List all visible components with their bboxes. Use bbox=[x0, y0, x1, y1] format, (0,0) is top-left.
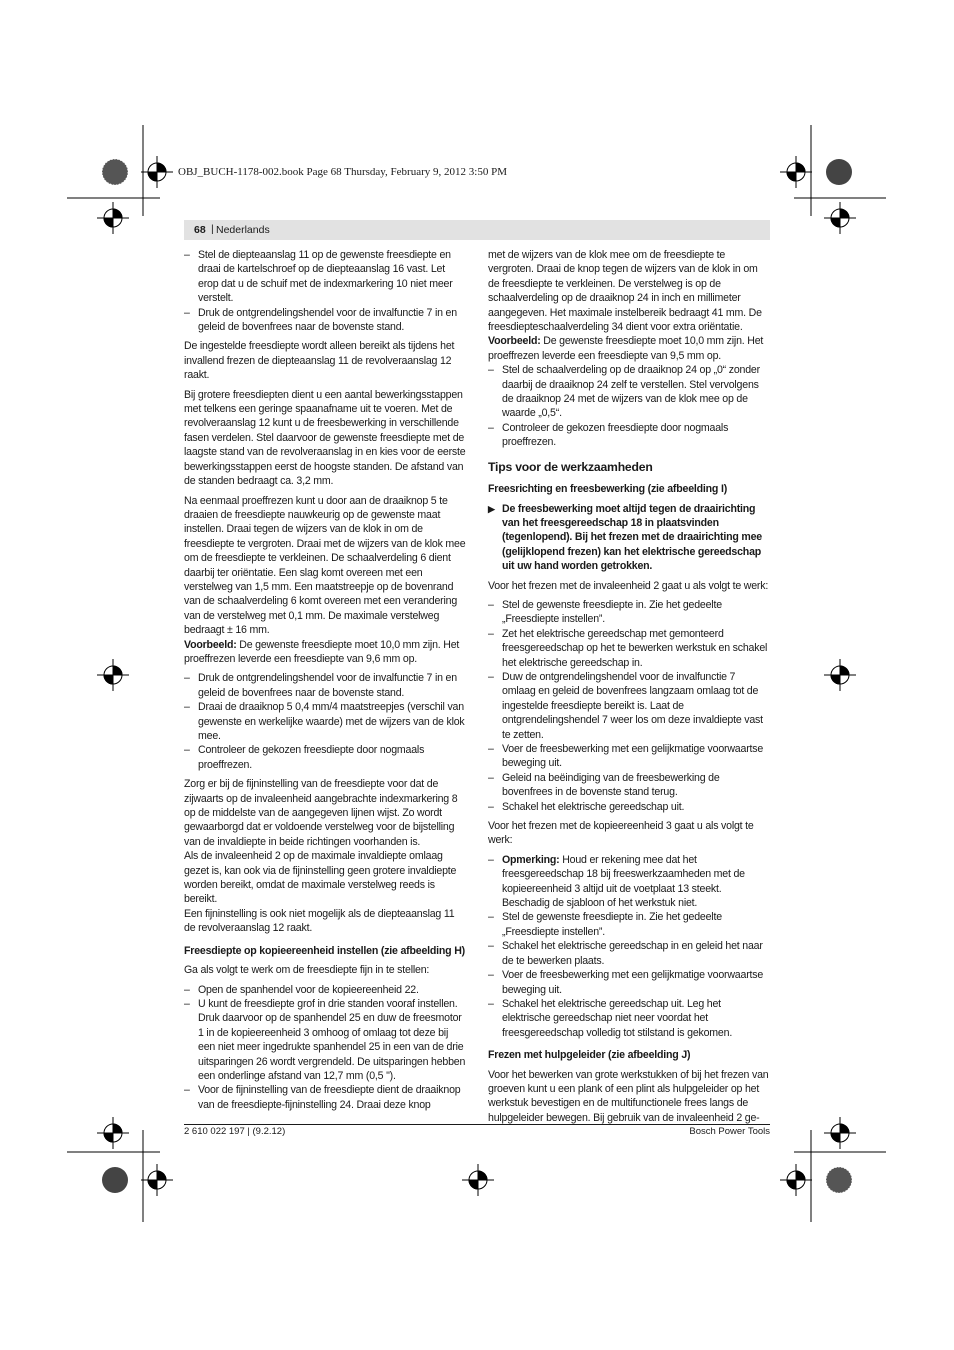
continuation-paragraph: met de wijzers van de klok mee om de freesdiepte te vergroten. Draai de knop tegen de wijzers van de klok in om de freesdiepte te verkleinen. De verstelweg is op de schaalverdeling op de draaiknop 24 in inch en millimeter aangegeven. Het maximale instelbereik bedraagt 41 mm. De freesdiepteschaalverdeling 34 dient voor extra oriëntatie. bbox=[488, 249, 762, 334]
footer-document-number: 2 610 022 197 | (9.2.12) bbox=[184, 1126, 286, 1137]
paragraph: Na eenmaal proeffrezen kunt u door aan de draaiknop 5 te draaien de freesdiepte nauwkeurig op de gewenste maat instellen. Draai tegen de wijzers van de klok in om de freesdiepte te vergroten. Draai met de wijzers van de klok mee om de freesdiepte te verkleinen. De schaalverdeling 6 dient daarbij ter oriëntatie. Een slag komt overeen met een verstelweg van 1,5 mm. Een maatstreepje op de bovenrand van de schaalverdeling 6 komt overeen met een verandering van de verstelweg met 0,1 mm. De maximale verstelweg bedraagt ± 16 mm. bbox=[184, 494, 466, 637]
header-language: Nederlands bbox=[216, 224, 270, 236]
list-item: – Druk de ontgrendelingshendel voor de invalfunctie 7 in en geleid de bovenfrees naar de bovenste stand. bbox=[184, 306, 466, 335]
paragraph: Zorg er bij de fijninstelling van de freesdiepte voor dat de zijwaarts op de invaleenheid aangebrachte indexmarkering 8 op de middelste van de aangegeven lijnen wijst. Zo wordt gewaarborgd dat er voldoende verstelweg voor de bijstelling van de invaldiepte in beide richtingen voorhanden is. bbox=[184, 778, 458, 848]
list-item bbox=[488, 853, 770, 911]
list-item: – Duw de ontgrendelingshendel voor de invalfunctie 7 omlaag en geleid de bovenfrees langzaam omlaag tot de ingestelde freesdiepte bereikt is. Laat de ontgrendelingshendel 7 weer los om deze invaldiepte vast te zetten. bbox=[488, 670, 770, 742]
list-item: – Stel de gewenste freesdiepte in. Zie het gedeelte „Freesdiepte instellen”. bbox=[488, 598, 770, 627]
print-info: OBJ_BUCH-1178-002.book Page 68 Thursday, February 9, 2012 3:50 PM bbox=[178, 166, 507, 178]
note-label: Opmerking: bbox=[502, 853, 560, 866]
example-paragraph bbox=[488, 334, 770, 363]
warning-text: De freesbewerking moet altijd tegen de draairichting van het freesgereedschap 18 in plaatsvinden (tegenlopend). Bij het frezen met de draairichting mee (gelijklopend frezen) kan het elektrische gereedschap uit uw hand worden getrokken. bbox=[502, 502, 762, 573]
instruction-list bbox=[184, 671, 466, 772]
page-header bbox=[184, 220, 770, 240]
instruction-list bbox=[488, 853, 770, 1040]
section-heading: Tips voor de werkzaamheden bbox=[488, 459, 653, 474]
header-separator: | bbox=[211, 223, 214, 235]
paragraph: Voor het frezen met de invaleenheid 2 gaat u als volgt te werk: bbox=[488, 579, 769, 592]
paragraph: De ingestelde freesdiepte wordt alleen bereikt als tijdens het invallend frezen de diepteaanslag 11 de revolveraanslag 12 raakt. bbox=[184, 340, 455, 382]
list-item: – Controleer de gekozen freesdiepte door nogmaals proeffrezen. bbox=[184, 743, 466, 772]
paragraph: Ga als volgt te werk om de freesdiepte fijn in te stellen: bbox=[184, 964, 430, 977]
example-text: De gewenste freesdiepte moet 10,0 mm zijn. Het proeffrezen leverde een freesdiepte van 9,6 mm op. bbox=[184, 638, 460, 665]
left-column bbox=[184, 248, 466, 1117]
example-paragraph bbox=[184, 638, 466, 667]
list-item: – U kunt de freesdiepte grof in drie standen vooraf instellen. Druk daarvoor op de spanhendel 25 en duw de freesmotor 1 in de kopieereenheid 3 omhoog of omlaag tot deze bij een niet meer ingedrukte spanhendel 25 in een van de drie uitsparingen 26 wordt vergrendeld. De uitsparingen hebben een onderlinge afstand van 12,7 mm (0,5 "). bbox=[184, 997, 466, 1083]
footer-divider bbox=[184, 1124, 770, 1125]
list-item: – Voor de fijninstelling van de freesdiepte dient de draaiknop van de freesdiepte-fijninstelling 24. Draai deze knop bbox=[184, 1083, 466, 1112]
example-text: De gewenste freesdiepte moet 10,0 mm zijn. Het proeffrezen leverde een freesdiepte van 9,5 mm op. bbox=[488, 335, 764, 362]
instruction-list bbox=[488, 363, 770, 449]
paragraph: Een fijninstelling is ook niet mogelijk als de diepteaanslag 11 de revolveraanslag 12 raakt. bbox=[184, 907, 455, 935]
list-item: – Draai de draaiknop 5 0,4 mm/4 maatstreepjes (verschil van gewenste en werkelijke waarde) met de wijzers van de klok mee. bbox=[184, 700, 466, 743]
example-label: Voorbeeld: bbox=[184, 638, 237, 651]
list-item: – Schakel het elektrische gereedschap uit. Leg het elektrische gereedschap niet neer voordat het freesgereedschap volledig tot stilstand is gekomen. bbox=[488, 997, 770, 1040]
list-item: – Voer de freesbewerking met een gelijkmatige voorwaartse beweging uit. bbox=[488, 968, 770, 997]
list-item: – Druk de ontgrendelingshendel voor de invalfunctie 7 in en geleid de bovenfrees naar de bovenste stand. bbox=[184, 671, 466, 700]
paragraph: Bij grotere freesdiepten dient u een aantal bewerkingsstappen met telkens een geringe spaanafname uit te voeren. Met de revolveraanslag 12 kunt u de freesbewerking in verschillende fasen verdelen. Stel daarvoor de gewenste freesdiepte met de laagste stand van de revolveraanslag in en kies voor de eerste bewerkingsstappen eerst de hoogste standen. De afstand van de standen bedraagt ca. 3,2 mm. bbox=[184, 388, 466, 488]
right-column bbox=[488, 248, 770, 1130]
list-item: – Schakel het elektrische gereedschap uit. bbox=[488, 800, 770, 814]
instruction-list bbox=[184, 983, 466, 1113]
section-subheading: Freesdiepte op kopieereenheid instellen (zie afbeelding H) bbox=[184, 944, 465, 957]
safety-warning bbox=[488, 502, 770, 574]
list-item: – Stel de diepteaanslag 11 op de gewenste freesdiepte en draai de kartelschroef op de diepteaanslag 16 vast. Let erop dat u de schuif met de indexmarkering 10 niet meer verstelt. bbox=[184, 248, 466, 306]
note-text: Houd er rekening mee dat het freesgereedschap 18 bij freeswerkzaamheden met de kopieereenheid 3 altijd uit de voetplaat 13 steekt. Beschadig de sjabloon of het werkstuk niet. bbox=[502, 853, 745, 910]
page-number: 68 bbox=[194, 224, 206, 236]
instruction-list bbox=[488, 598, 770, 814]
list-item: – Stel de schaalverdeling op de draaiknop 24 op „0“ zonder daarbij de draaiknop 24 zelf te verstellen. Stel vervolgens de draaiknop 24 met de wijzers van de klok mee op de waarde „0,5“. bbox=[488, 363, 770, 421]
list-item: – Geleid na beëindiging van de freesbewerking de bovenfrees in de bovenste stand terug. bbox=[488, 771, 770, 800]
paragraph: Voor het frezen met de kopieereenheid 3 gaat u als volgt te werk: bbox=[488, 820, 754, 847]
footer-brand: Bosch Power Tools bbox=[689, 1126, 770, 1137]
list-item: – Voer de freesbewerking met een gelijkmatige voorwaartse beweging uit. bbox=[488, 742, 770, 771]
instruction-list bbox=[184, 248, 466, 334]
section-subheading: Freesrichting en freesbewerking (zie afbeelding I) bbox=[488, 483, 728, 496]
list-item: – Open de spanhendel voor de kopieereenheid 22. bbox=[184, 983, 466, 997]
warning-arrow-icon: ▶ bbox=[488, 503, 495, 514]
paragraph: Voor het bewerken van grote werkstukken of bij het frezen van groeven kunt u een plank of een plint als hulpgeleider op het werkstuk bevestigen en de multifunctionele frees langs de hulpgeleider bewegen. Bij gebruik van de invaleenheid 2 ge- bbox=[488, 1068, 769, 1124]
example-label: Voorbeeld: bbox=[488, 335, 541, 348]
list-item: – Zet het elektrische gereedschap met gemonteerd freesgereedschap op het te bewerken werkstuk en schakel het elektrische gereedschap in. bbox=[488, 627, 770, 670]
list-item: – Stel de gewenste freesdiepte in. Zie het gedeelte „Freesdiepte instellen”. bbox=[488, 910, 770, 939]
section-subheading: Frezen met hulpgeleider (zie afbeelding J) bbox=[488, 1049, 691, 1062]
list-item: – Schakel het elektrische gereedschap in en geleid het naar de te bewerken plaats. bbox=[488, 939, 770, 968]
paragraph: Als de invaleenheid 2 op de maximale invaldiepte omlaag gezet is, kan ook via de fijninstelling geen grotere invaldiepte worden bereikt, omdat de maximale verstelweg reeds is bereikt. bbox=[184, 850, 457, 906]
list-item: – Controleer de gekozen freesdiepte door nogmaals proeffrezen. bbox=[488, 421, 770, 450]
